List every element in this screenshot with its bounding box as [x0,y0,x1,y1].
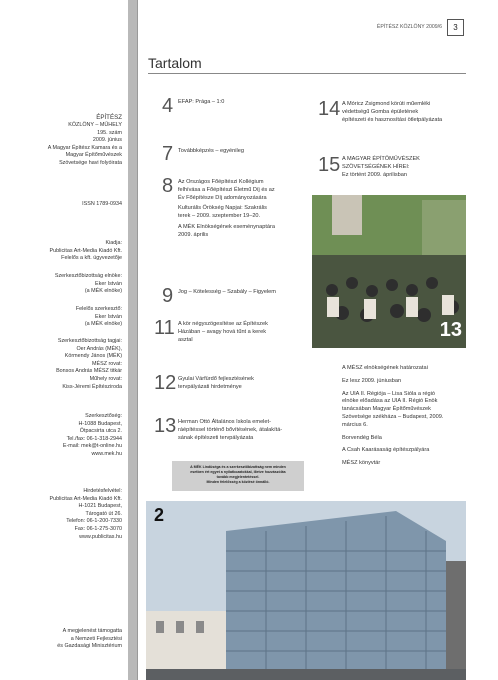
masthead-line: ÉPÍTÉSZ [96,114,122,121]
mesz-item: tanácsában Magyar Építőművészek [342,406,431,413]
chief-editor-line: Felelős szerkesztő: [75,306,122,312]
office-line: H-1088 Budapest, [78,420,122,427]
advertising-line: Telefon: 06-1-200-7330 [66,518,122,525]
editors-block [0,338,122,391]
toc-entry-line: Kulturális Örökség Napjai: Szakrális [178,205,267,212]
photo-page-label: 13 [439,319,462,341]
support-block [0,628,122,651]
mesz-item: Az UIA II. Régiója – Lisa Sióla a régió [342,390,435,397]
disclaimer-line: esetben ért egyet a nyilatkozatokkal, illetve hozzászólás [190,470,286,474]
toc-entry-line: Továbbképzés – egyénileg [178,148,244,154]
toc-entry-line: A MÉK Elnökségének eseménynaptára [178,223,276,230]
office-line: E-mail: mek@t-online.hu [62,443,122,450]
advertising-block [0,488,122,541]
advertising-line: www.publicitas.hu [79,533,122,540]
toc-entry-line: védettségű Gomba épületének [342,108,419,115]
toc-entry-line: Herman Ottó Általános Iskola emelet- [178,419,271,425]
mesz-item: Borvendég Béla [342,434,382,441]
page-title: Tartalom [148,55,202,71]
toc-entry-line: Ez történt 2009. áprilisban [342,171,407,178]
office-line: www.mek.hu [91,450,122,457]
running-header: ÉPÍTÉSZ KÖZLÖNY 2009/6 [376,24,442,30]
sidebar-divider-bar [128,0,137,680]
mesz-news-list [342,365,443,468]
office-line: Szerkesztőség: [85,413,122,419]
toc-entry[interactable] [178,376,254,392]
toc-entry-line: sának építészeti tervpályázata [178,434,254,441]
toc-entry-line: Év Főépítésze Díj adományozására [178,194,267,201]
chief-editor-line: Eker István [95,313,122,320]
toc-number: 12 [154,372,177,394]
toc-entry[interactable] [342,101,442,124]
mesz-item: elnöke előadása az UIA II. Régió Enök [342,398,438,405]
editors-line: Kiss-Jéremi Építésziroda [62,383,122,390]
toc-entry-line: tervpályázati hirdetménye [178,383,242,390]
editors-line: Körmendy János (MÉK) [64,353,122,360]
masthead-line: Magyar Építőművészek [65,152,122,159]
chief-editor-block [0,306,122,329]
editors-line: Oer András (MÉK), [76,345,122,352]
mesz-item: március 6. [342,421,368,428]
editors-line: MÉSZ rovat: [92,360,122,367]
masthead-line: 195. szám [97,129,122,136]
publisher-line: Publicitas Art-Media Kiadó Kft. [49,247,122,254]
building-photo [146,501,466,680]
board-chair-line: Szerkesztőbizottság elnöke: [54,273,122,279]
publisher-line: Felelős a kft. ügyvezetője [61,255,122,262]
toc-entry-line: Házában – avagy hová tűnt a kerek [178,328,267,335]
toc-entry-line: ráépítéssel történő bővítésének, átalakítá- [178,426,283,433]
toc-entry-line: A kör négyszögesítése az Építészek [178,321,268,327]
toc-entry-line: terek – 2009. szeptember 19–20. [178,213,261,220]
publisher-line: Kiadja: [105,240,122,246]
board-chair-block [0,273,122,296]
office-line: Ötpacsirta utca 2. [79,428,122,435]
crowd-photo [312,195,466,348]
mesz-item: Szövetsége székháza – Budapest, 2009. [342,413,444,420]
advertising-line: H-1021 Budapest, [78,503,122,510]
toc-entry-line: építészeti és hasznosítási ötletpályázata [342,116,443,123]
masthead-line: A Magyar Építész Kamara és a [47,144,122,151]
masthead-line: 2009. június [92,137,122,144]
toc-number: 14 [318,98,341,120]
toc-entry[interactable] [342,156,420,179]
masthead-line: KÖZLÖNY – MŰHELY [68,122,122,128]
editors-line: Műhely rovat: [89,375,122,382]
toc-entry-line: asztal [178,336,193,343]
advertising-line: Tárogató út 26. [85,510,122,517]
toc-number: 8 [162,175,174,197]
toc-number: 15 [318,154,341,176]
mesz-item: MÉSZ könyvtár [342,460,381,467]
board-chair-line: Eker István [95,280,122,287]
toc-entry[interactable] [178,419,282,442]
building-photo-illustration [146,501,466,680]
advertising-line: Fax: 06-1-275-3070 [74,525,122,532]
toc-entry[interactable] [178,179,275,240]
mesz-item: A Csah Kaarásaság építészpályára [342,447,430,454]
disclaimer-line: tovább megjelentetéssel. [216,475,260,479]
support-line: és Gazdasági Minisztérium [57,643,122,650]
page-number: 3 [447,19,464,36]
title-rule [148,73,466,74]
editors-line: Szerkesztőbizottság tagjai: [57,338,122,344]
advertising-line: Hirdetésfelvétel: [83,488,122,494]
advertising-line: Publicitas Art-Media Kiadó Kft. [49,495,122,502]
toc-entry[interactable] [178,148,244,156]
office-line: Tel./fax: 06-1-318-2944 [66,435,122,442]
chief-editor-line: (a MÉK elnöke) [84,321,122,328]
toc-entry[interactable] [178,99,224,107]
sidebar-divider-line [137,0,138,680]
photo-page-label: 2 [154,505,165,525]
issn-text: ISSN 1789-0934 [82,201,122,207]
disclaimer-line: A MÉK Lindüséga és a szerkesztőbizottság nem minden [190,465,286,469]
sidebar [0,0,128,680]
toc-entry-line: A Móricz Zsigmond körúti műemléki [342,101,431,107]
toc-entry-line: Az Országos Főépítészi Kollégium [178,179,264,185]
toc-entry-line: Gyulai Várfürdő fejlesztésének [178,376,254,382]
board-chair-line: (a MÉK elnöke) [84,288,122,295]
toc-number: 11 [154,317,175,339]
toc-entry-line: A MAGYAR ÉPÍTŐMŰVÉSZEK [342,156,420,162]
toc-number: 7 [162,143,174,165]
masthead-line: Szövetsége havi folyóirata [59,159,122,166]
support-line: A megjelenést támogatta [62,628,122,634]
support-line: a Nemzeti Fejlesztési [70,635,122,642]
issn [0,201,122,209]
toc-entry-line: Jog – Kötelesség – Szabály – Figyelem [178,289,276,295]
toc-number: 9 [162,285,174,307]
mesz-item: A MÉSZ elnökségének határozatai [342,365,428,371]
toc-number: 13 [154,415,177,437]
toc-entry-line: felhívása a Főépítészi Életmű Díj és az [178,186,275,193]
disclaimer-line: Minden felelősség a közlésé önnálló. [206,480,270,484]
toc-number: 4 [162,95,174,117]
toc-entry[interactable] [178,321,268,344]
editors-line: Bonsos András MÉSZ titkár [56,368,122,375]
masthead [0,114,122,168]
disclaimer-box [172,461,304,491]
toc-entry-line: SZÖVETSÉGÉNEK HÍREI: [342,163,410,170]
toc-entry-line: 2009. április [178,231,209,238]
publisher-block [0,240,122,263]
toc-entry-line: EFAP: Prága – 1:0 [178,99,225,105]
office-block [0,413,122,459]
mesz-item: Ez lesz 2009. júniusban [342,377,402,384]
toc-entry[interactable] [178,289,276,297]
